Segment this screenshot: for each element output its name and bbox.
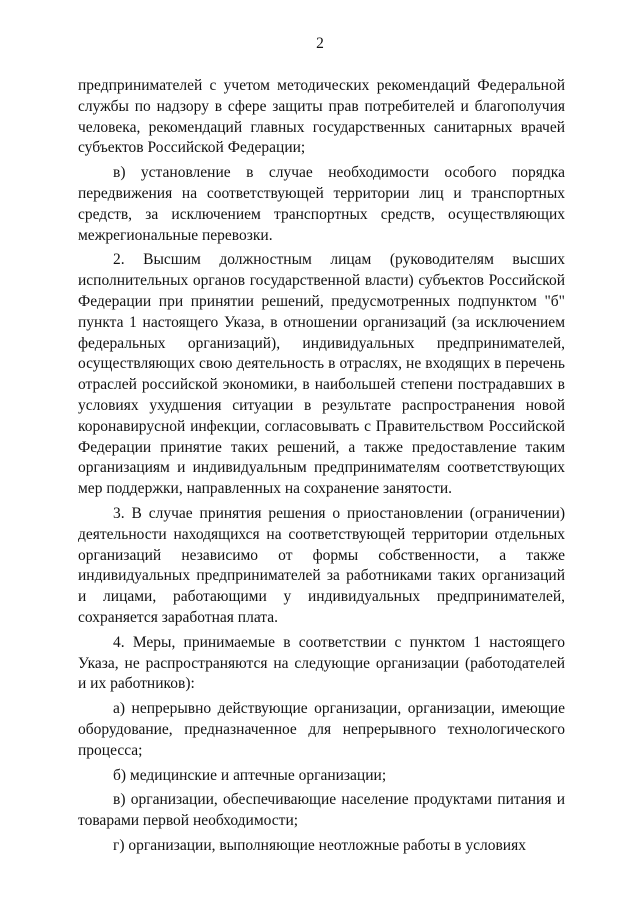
paragraph-item-3: 3. В случае принятия решения о приостановлении (ограничении) деятельности находящихся на соответствующей территории отдельных организаций независимо от формы собственности, а также индивидуальных предпринимателей за работниками таких организаций и лицами, работающими у индивидуальных предпринимателей, сохраняется заработная плата.: [78, 504, 565, 626]
paragraph-item-4g: г) организации, выполняющие неотложные работы в условиях: [113, 836, 526, 854]
paragraph-continuation: предпринимателей с учетом методических рекомендаций Федеральной службы по надзору в сфере защиты прав потребителей и благополучия человека, рекомендаций главных государственных санитарных врачей субъектов Российской Федерации;: [78, 77, 565, 157]
paragraph-item-2: 2. Высшим должностным лицам (руководителям высших исполнительных органов государственной власти) субъектов Российской Федерации при принятии решений, предусмотренных подпунктом "б" пункта 1 настоящего Указа, в отношении организаций (за исключением федеральных организаций), индивидуальных предпринимателей, осуществляющих свою деятельность в отраслях, не входящих в перечень отраслей российской экономики, в наибольшей степени пострадавших в условиях ухудшения ситуации в результате распространения новой коронавирусной инфекции, согласовывать с Правительством Российской Федерации принятие таких решений, а также предоставление таким организациям и индивидуальным предпринимателям соответствующих мер поддержки, направленных на сохранение занятости.: [78, 251, 565, 498]
document-body: [78, 76, 565, 857]
paragraph-item-4a: а) непрерывно действующие организации, организации, имеющие оборудование, предназначенное для непрерывного технологического процесса;: [78, 700, 565, 759]
page-number: 2: [316, 35, 324, 52]
paragraph-item-4v: в) организации, обеспечивающие население продуктами питания и товарами первой необходимости;: [78, 791, 565, 830]
paragraph-item-4b: б) медицинские и аптечные организации;: [113, 766, 387, 784]
paragraph-item-4: 4. Меры, принимаемые в соответствии с пунктом 1 настоящего Указа, не распространяются на следующие организации (работодателей и их работников):: [78, 633, 565, 693]
paragraph-subitem-v: в) установление в случае необходимости особого порядка передвижения на соответствующей территории лиц и транспортных средств, за исключением транспортных средств, осуществляющих межрегиональные перевозки.: [78, 164, 565, 244]
